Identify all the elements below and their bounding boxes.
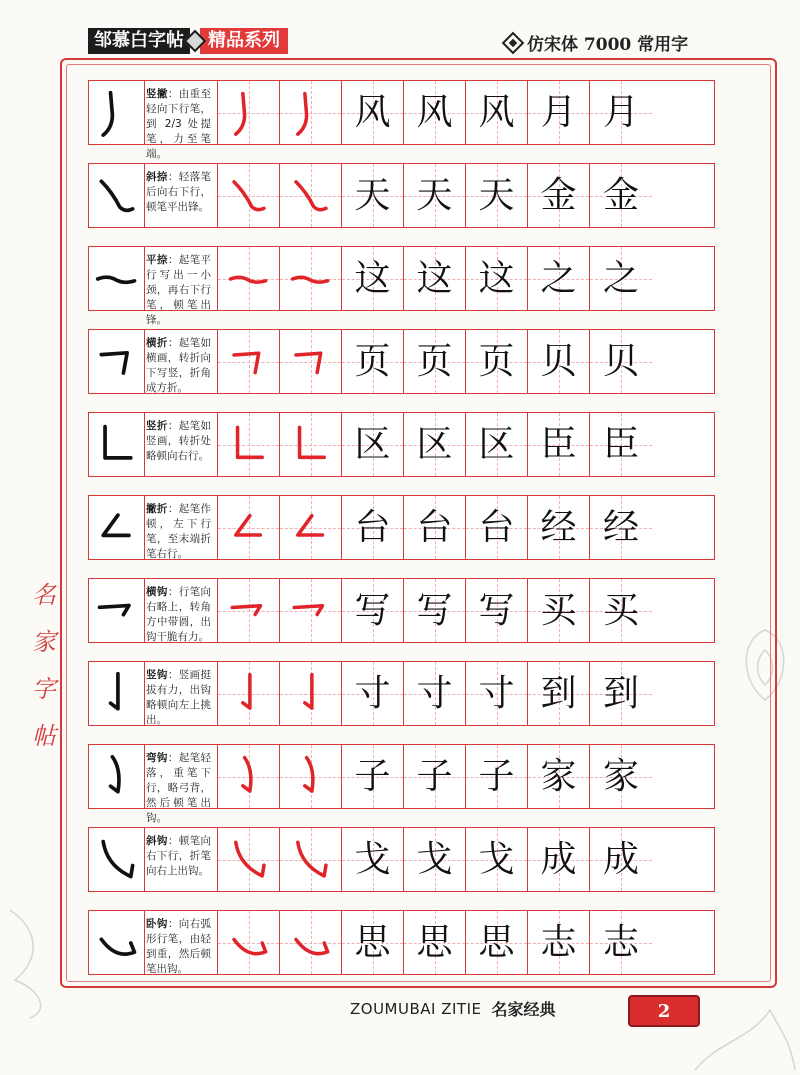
practice-char-cell (590, 579, 652, 642)
practice-char: 风 (478, 91, 515, 133)
side-char: 名 (32, 581, 56, 609)
page-header (0, 0, 800, 56)
right-falling-stroke-icon (89, 164, 145, 227)
red-horizontal-hook-stroke-icon (227, 586, 271, 636)
practice-char-cell (404, 828, 466, 891)
vertical-left-falling-stroke-icon (89, 81, 145, 144)
trace-stroke-cell (280, 745, 342, 808)
practice-char: 页 (354, 340, 391, 382)
practice-char: 思 (354, 921, 391, 963)
practice-char: 写 (416, 589, 453, 631)
red-flat-right-falling-stroke-icon (227, 254, 271, 304)
practice-char: 成 (602, 838, 639, 880)
practice-char: 贝 (540, 340, 577, 382)
stroke-description-cell (89, 745, 218, 824)
practice-char-cell (528, 662, 590, 725)
practice-row (88, 246, 715, 326)
practice-char: 写 (354, 589, 391, 631)
red-lying-hook-stroke-icon (289, 918, 333, 968)
practice-char-cell (342, 911, 404, 974)
floral-ornament-icon (0, 900, 60, 1020)
practice-char-cell (404, 81, 466, 144)
trace-stroke-cell (218, 911, 280, 974)
stroke-name: 竖折 (146, 420, 168, 432)
practice-char-cell (404, 911, 466, 974)
footer-latin: ZOUMUBAI ZITIE (350, 999, 482, 1018)
stroke-name: 竖钩 (146, 669, 168, 681)
stroke-instruction: ：向右弧形行笔，由轻到重，然后顿笔出钩。 (146, 918, 212, 975)
slant-hook-stroke-icon (89, 828, 145, 891)
practice-char-cell (528, 579, 590, 642)
trace-stroke-cell (218, 579, 280, 642)
practice-char: 戈 (354, 838, 391, 880)
practice-char: 成 (540, 838, 577, 880)
practice-char: 区 (354, 423, 391, 465)
practice-char-cell (342, 330, 404, 393)
practice-char-cell (528, 828, 590, 891)
practice-char-cell (342, 164, 404, 227)
practice-char-cell (528, 81, 590, 144)
stroke-name: 弯钩 (146, 752, 168, 764)
stroke-name: 平捺 (146, 254, 168, 266)
practice-char: 买 (540, 589, 577, 631)
vertical-hook-stroke-icon (89, 662, 145, 725)
trace-stroke-cell (218, 413, 280, 476)
practice-char: 区 (478, 423, 515, 465)
practice-row (88, 495, 715, 560)
trace-stroke-cell (280, 579, 342, 642)
practice-char-cell (466, 164, 528, 227)
stroke-description-cell (89, 496, 218, 559)
practice-char: 寸 (354, 672, 391, 714)
practice-row (88, 80, 715, 160)
stroke-instruction: ：行笔向右略上，转角方中带圆，出钩干脆有力。 (146, 586, 212, 643)
brand-banner (88, 28, 288, 54)
red-right-falling-stroke-icon (289, 171, 333, 221)
red-left-falling-turn-stroke-icon (227, 503, 271, 553)
horizontal-hook-stroke-icon (89, 579, 145, 642)
stroke-instruction: ：起笔轻落，重笔下行，略弓背，然后顿笔出钩。 (146, 752, 212, 824)
stroke-name: 卧钩 (146, 918, 168, 930)
practice-char-cell (528, 164, 590, 227)
practice-char: 天 (416, 174, 453, 216)
practice-char: 风 (416, 91, 453, 133)
practice-char: 页 (416, 340, 453, 382)
practice-char: 臣 (602, 423, 639, 465)
practice-char: 之 (540, 257, 577, 299)
practice-char-cell (590, 164, 652, 227)
practice-char: 思 (416, 921, 453, 963)
practice-char: 买 (602, 589, 639, 631)
stroke-name: 斜钩 (146, 835, 168, 847)
trace-stroke-cell (218, 828, 280, 891)
red-left-falling-turn-stroke-icon (289, 503, 333, 553)
red-vertical-turn-stroke-icon (289, 420, 333, 470)
practice-row (88, 744, 715, 824)
practice-row (88, 329, 715, 394)
trace-stroke-cell (280, 164, 342, 227)
trace-stroke-cell (280, 911, 342, 974)
red-horizontal-turn-stroke-icon (289, 337, 333, 387)
practice-char-cell (342, 413, 404, 476)
trace-stroke-cell (218, 330, 280, 393)
practice-char-cell (342, 496, 404, 559)
practice-char: 这 (354, 257, 391, 299)
trace-stroke-cell (280, 81, 342, 144)
series-title (505, 30, 688, 55)
red-horizontal-hook-stroke-icon (289, 586, 333, 636)
red-vertical-left-falling-stroke-icon (227, 88, 271, 138)
stroke-description-cell (89, 330, 218, 393)
practice-char: 志 (602, 921, 639, 963)
practice-char: 月 (540, 91, 577, 133)
trace-stroke-cell (280, 247, 342, 310)
practice-char-cell (466, 911, 528, 974)
practice-char-cell (466, 413, 528, 476)
practice-char-cell (466, 247, 528, 310)
stroke-instruction: ：起笔作顿，左下行笔，至末端折笔右行。 (146, 503, 212, 560)
practice-char-cell (590, 828, 652, 891)
stroke-description-cell (89, 81, 218, 160)
stroke-description (146, 253, 211, 328)
practice-char-cell (404, 662, 466, 725)
stroke-name: 撇折 (146, 503, 168, 515)
footer-cn: 名家经典 (491, 1000, 556, 1019)
practice-char: 到 (540, 672, 577, 714)
stroke-description-cell (89, 662, 218, 725)
practice-char: 贝 (602, 340, 639, 382)
stroke-description-cell (89, 247, 218, 326)
practice-char-cell (528, 911, 590, 974)
stroke-name: 斜捺 (146, 171, 168, 183)
page-footer (350, 997, 556, 1020)
stroke-description (146, 585, 211, 645)
practice-char-cell (590, 81, 652, 144)
practice-char-cell (342, 579, 404, 642)
practice-char: 金 (602, 174, 639, 216)
practice-char: 臣 (540, 423, 577, 465)
red-vertical-hook-stroke-icon (227, 669, 271, 719)
practice-char-cell (466, 496, 528, 559)
stroke-name: 竖撇 (146, 88, 168, 100)
side-char: 家 (32, 628, 56, 656)
practice-char-cell (590, 662, 652, 725)
stroke-description-cell (89, 164, 218, 227)
practice-char: 天 (354, 174, 391, 216)
practice-char: 家 (602, 755, 639, 797)
practice-char-cell (404, 330, 466, 393)
stroke-description-cell (89, 579, 218, 642)
flat-right-falling-stroke-icon (89, 247, 145, 310)
practice-row (88, 910, 715, 975)
stroke-name: 横折 (146, 337, 168, 349)
practice-char-cell (590, 745, 652, 808)
side-calligraphy (28, 575, 60, 751)
practice-char: 到 (602, 672, 639, 714)
stroke-instruction: ：轻落笔后向右下行，顿笔平出锋。 (146, 171, 212, 213)
practice-row (88, 578, 715, 643)
practice-char-cell (404, 413, 466, 476)
brand-main: 邹慕白字帖 (88, 28, 190, 54)
practice-char-cell (466, 745, 528, 808)
trace-stroke-cell (218, 745, 280, 808)
practice-char-cell (342, 81, 404, 144)
practice-char-cell (528, 247, 590, 310)
stroke-name: 横钩 (146, 586, 168, 598)
trace-stroke-cell (280, 828, 342, 891)
practice-char: 经 (540, 506, 577, 548)
practice-char: 子 (354, 755, 391, 797)
practice-char-cell (342, 247, 404, 310)
series-subtitle: 仿宋体 7000 常用字 (527, 35, 689, 55)
practice-char-cell (528, 496, 590, 559)
stroke-instruction: ：由重至轻向下行笔，到 2/3 处提笔，力至笔端。 (146, 88, 212, 160)
side-char: 字 (32, 675, 56, 703)
trace-stroke-cell (218, 164, 280, 227)
red-curved-hook-stroke-icon (289, 752, 333, 802)
practice-char-cell (590, 247, 652, 310)
practice-char-cell (590, 911, 652, 974)
practice-char: 志 (540, 921, 577, 963)
red-right-falling-stroke-icon (227, 171, 271, 221)
stroke-description (146, 87, 211, 162)
side-char: 帖 (32, 722, 56, 750)
practice-row (88, 163, 715, 228)
practice-char-cell (466, 579, 528, 642)
trace-stroke-cell (280, 496, 342, 559)
practice-char: 子 (478, 755, 515, 797)
left-falling-turn-stroke-icon (89, 496, 145, 559)
floral-ornament-icon (690, 1000, 800, 1075)
red-vertical-hook-stroke-icon (289, 669, 333, 719)
practice-char-cell (404, 745, 466, 808)
practice-char: 家 (540, 755, 577, 797)
practice-char-cell (528, 413, 590, 476)
practice-char-cell (404, 496, 466, 559)
practice-char: 天 (478, 174, 515, 216)
trace-stroke-cell (280, 413, 342, 476)
trace-stroke-cell (218, 247, 280, 310)
stroke-description (146, 336, 211, 396)
stroke-instruction: ：竖画挺拔有力，出钩略顿向左上挑出。 (146, 669, 212, 726)
trace-stroke-cell (218, 662, 280, 725)
practice-char: 这 (478, 257, 515, 299)
practice-char: 戈 (416, 838, 453, 880)
trace-stroke-cell (280, 330, 342, 393)
page-number-badge (628, 995, 700, 1027)
practice-char-cell (528, 745, 590, 808)
practice-char-cell (342, 662, 404, 725)
practice-char-cell (404, 164, 466, 227)
practice-char: 金 (540, 174, 577, 216)
stroke-description (146, 419, 211, 464)
curved-hook-stroke-icon (89, 745, 145, 808)
stroke-description (146, 668, 211, 728)
red-vertical-turn-stroke-icon (227, 420, 271, 470)
stroke-description (146, 170, 211, 215)
horizontal-turn-stroke-icon (89, 330, 145, 393)
vertical-turn-stroke-icon (89, 413, 145, 476)
red-curved-hook-stroke-icon (227, 752, 271, 802)
practice-char-cell (466, 81, 528, 144)
practice-char: 台 (416, 506, 453, 548)
practice-char: 寸 (478, 672, 515, 714)
red-lying-hook-stroke-icon (227, 918, 271, 968)
practice-char-cell (404, 579, 466, 642)
trace-stroke-cell (218, 81, 280, 144)
lying-hook-stroke-icon (89, 911, 145, 974)
practice-char: 区 (416, 423, 453, 465)
stroke-instruction: ：起笔平行写出一小颈，再右下行笔，顿笔出锋。 (146, 254, 212, 326)
practice-char: 页 (478, 340, 515, 382)
stroke-description (146, 834, 211, 879)
red-flat-right-falling-stroke-icon (289, 254, 333, 304)
stroke-description-cell (89, 911, 218, 974)
practice-char: 之 (602, 257, 639, 299)
stroke-description (146, 502, 211, 562)
practice-char: 子 (416, 755, 453, 797)
trace-stroke-cell (280, 662, 342, 725)
practice-row (88, 412, 715, 477)
practice-char-cell (590, 330, 652, 393)
red-slant-hook-stroke-icon (227, 835, 271, 885)
practice-char-cell (342, 828, 404, 891)
stroke-instruction: ：顿笔向右下行，折笔向右上出钩。 (146, 835, 212, 877)
practice-char-cell (466, 330, 528, 393)
practice-char-cell (590, 413, 652, 476)
page-number: 2 (657, 1000, 671, 1022)
red-slant-hook-stroke-icon (289, 835, 333, 885)
practice-char: 台 (478, 506, 515, 548)
practice-char: 经 (602, 506, 639, 548)
practice-char: 月 (602, 91, 639, 133)
stroke-description (146, 751, 211, 826)
practice-char: 寸 (416, 672, 453, 714)
practice-char-cell (466, 828, 528, 891)
stroke-instruction: ：起笔如横画，转折向下写竖，折角成方折。 (146, 337, 212, 394)
practice-row (88, 827, 715, 892)
practice-char: 风 (354, 91, 391, 133)
practice-char: 台 (354, 506, 391, 548)
brand-series: 精品系列 (200, 28, 288, 54)
red-vertical-left-falling-stroke-icon (289, 88, 333, 138)
practice-char-cell (590, 496, 652, 559)
red-horizontal-turn-stroke-icon (227, 337, 271, 387)
practice-row (88, 661, 715, 726)
stroke-description-cell (89, 828, 218, 891)
trace-stroke-cell (218, 496, 280, 559)
stroke-description (146, 917, 211, 977)
stroke-description-cell (89, 413, 218, 476)
practice-char: 思 (478, 921, 515, 963)
diamond-bullet-icon (502, 31, 525, 54)
practice-char: 写 (478, 589, 515, 631)
practice-char-cell (404, 247, 466, 310)
practice-char: 戈 (478, 838, 515, 880)
practice-char-cell (466, 662, 528, 725)
practice-char-cell (528, 330, 590, 393)
practice-char: 这 (416, 257, 453, 299)
stroke-instruction: ：起笔如竖画，转折处略顿向右行。 (146, 420, 212, 462)
practice-char-cell (342, 745, 404, 808)
